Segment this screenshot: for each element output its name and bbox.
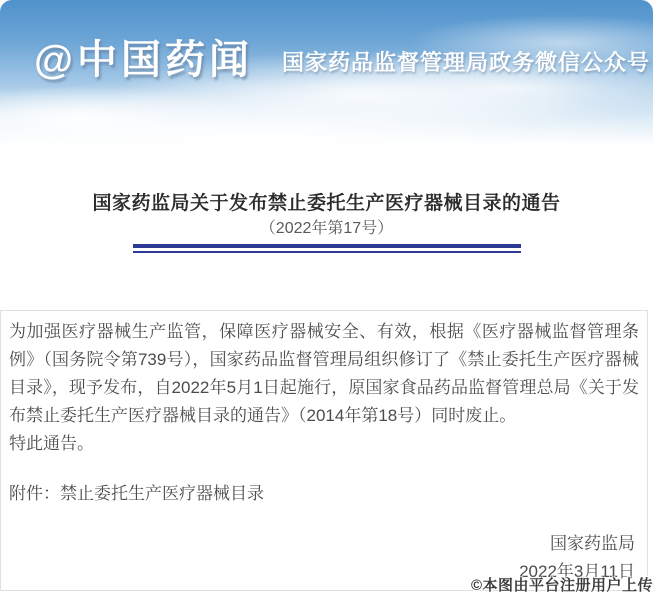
divider-thick-line xyxy=(133,244,521,248)
notice-title: 国家药监局关于发布禁止委托生产医疗器械目录的通告 xyxy=(92,193,561,214)
title-block xyxy=(0,191,653,253)
notice-date: 2022年3月11日 xyxy=(519,562,635,581)
upload-watermark: ©本图由平台注册用户上传 xyxy=(470,577,653,594)
account-slogan: 国家药品监督管理局政务微信公众号 xyxy=(282,50,651,75)
notice-body-box xyxy=(0,310,648,591)
notice-closing: 特此通告。 xyxy=(9,434,94,453)
doc-number: （2022年第17号） xyxy=(259,220,394,237)
notice-issuer: 国家药监局 xyxy=(550,534,635,553)
header-banner xyxy=(0,0,653,152)
divider-thin-line xyxy=(133,251,521,253)
notice-body-text: 为加强医疗器械生产监管，保障医疗器械安全、有效，根据《医疗器械监督管理条例》（国务院令第739号），国家药品监督管理局组织修订了《禁止委托生产医疗器械目录》，现予发布，自2022年5月1日起施行，原国家食品药品监督管理总局《关于发布禁止委托生产医疗器械目录的通告》（2014年第18号）同时废止。 xyxy=(9,322,639,425)
account-logo: @中国药闻 xyxy=(34,38,254,82)
notice-attachment: 附件：禁止委托生产医疗器械目录 xyxy=(9,484,264,503)
title-divider xyxy=(133,244,521,253)
